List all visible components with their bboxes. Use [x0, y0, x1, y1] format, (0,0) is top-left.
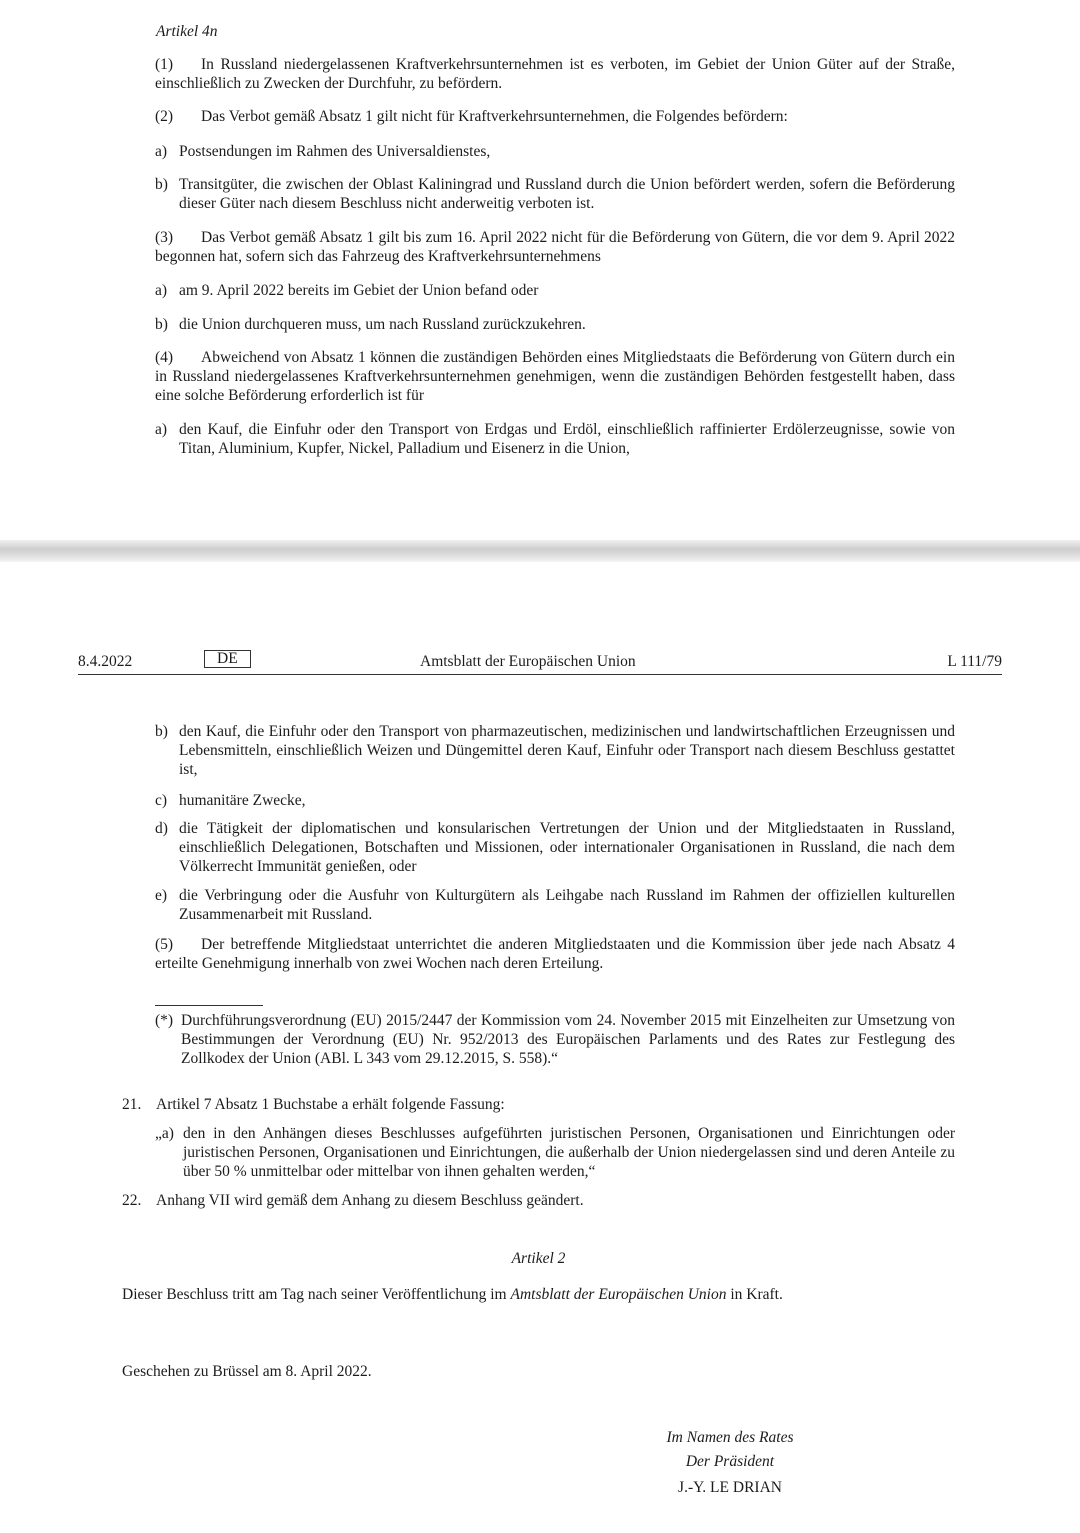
list-label: b)	[155, 723, 168, 740]
page-gap	[0, 540, 1080, 562]
list-text: den Kauf, die Einfuhr oder den Transport von Erdgas und Erdöl, einschließlich raffinierter Erdölerzeugnisse, sowie von Titan, Aluminium, Kupfer, Nickel, Palladium und Eisenerz in die Union,	[179, 421, 955, 457]
item-text: Artikel 7 Absatz 1 Buchstabe a erhält folgende Fassung:	[156, 1096, 505, 1113]
list-label: b)	[155, 176, 168, 193]
paragraph-number: (2)	[155, 108, 174, 125]
footnote-divider	[155, 1005, 263, 1006]
list-item	[155, 819, 955, 876]
header-date: 8.4.2022	[78, 653, 133, 670]
paragraph-text: In Russland niedergelassenen Kraftverkehrsunternehmen ist es verboten, im Gebiet der Union Güter auf der Straße, einschließlich zu Zwecken der Durchfuhr, zu befördern.	[155, 56, 955, 92]
list-text: Transitgüter, die zwischen der Oblast Kaliningrad und Russland durch die Union befördert werden, sofern die Beförderung dieser Güter nach diesem Beschluss nicht anderweitig verboten ist.	[179, 176, 955, 212]
list-text: die Tätigkeit der diplomatischen und konsularischen Vertretungen der Union und der Mitgliedstaaten in Russland, einschließlich Delegationen, Botschaften und Missionen, oder internationaler Organisationen in Russland, die nach dem Völkerrecht Immunität genießen, oder	[179, 820, 955, 875]
paragraph-2	[155, 107, 955, 126]
list-label: a)	[155, 143, 168, 160]
footnote	[155, 1011, 955, 1068]
list-label: c)	[155, 792, 168, 809]
paragraph-number: (4)	[155, 349, 174, 366]
list-item	[155, 175, 955, 213]
list-text: Postsendungen im Rahmen des Universaldienstes,	[179, 143, 491, 160]
list-item	[155, 142, 955, 161]
list-label: „a)	[155, 1125, 174, 1142]
list-text: humanitäre Zwecke,	[179, 792, 306, 809]
article-2-text-end: in Kraft.	[726, 1286, 783, 1303]
signature-council: Im Namen des Rates	[666, 1429, 794, 1446]
article-2-text	[122, 1285, 955, 1304]
list-text: den Kauf, die Einfuhr oder den Transport von pharmazeutischen, medizinischen und landwirtschaftlichen Erzeugnissen und Lebensmitteln, einschließlich Weizen und Düngemittel deren Kauf, Einfuhr oder Transport nach diesem Beschluss gestattet ist,	[179, 723, 955, 778]
list-item	[155, 315, 955, 334]
amendment-item-22	[122, 1191, 955, 1210]
list-item	[155, 281, 955, 300]
paragraph-number: (5)	[155, 936, 174, 953]
list-text: die Verbringung oder die Ausfuhr von Kulturgütern als Leihgabe nach Russland im Rahmen der offiziellen kulturellen Zusammenarbeit mit Russland.	[179, 887, 955, 923]
signatory-name: J.-Y. LE DRIAN	[678, 1479, 782, 1496]
journal-name-italic: Amtsblatt der Europäischen Union	[510, 1286, 727, 1303]
journal-header	[78, 652, 1002, 675]
item-number: 22.	[122, 1192, 142, 1209]
list-label: a)	[155, 421, 168, 438]
paragraph-4	[155, 348, 955, 405]
list-text: die Union durchqueren muss, um nach Russland zurückzukehren.	[179, 316, 586, 333]
list-label: e)	[155, 887, 168, 904]
quoted-list-item	[155, 1124, 955, 1181]
item-number: 21.	[122, 1096, 142, 1113]
article-heading: Artikel 4n	[156, 23, 218, 40]
document-page-top	[0, 0, 1080, 540]
item-text: Anhang VII wird gemäß dem Anhang zu diesem Beschluss geändert.	[156, 1192, 584, 1209]
journal-title: Amtsblatt der Europäischen Union	[420, 653, 636, 670]
paragraph-number: (3)	[155, 229, 174, 246]
paragraph-5	[155, 935, 955, 973]
footnote-mark: (*)	[155, 1012, 174, 1029]
list-item	[155, 791, 955, 810]
list-text: den in den Anhängen dieses Beschlusses aufgeführten juristischen Personen, Organisationen und Einrichtungen oder juristischen Personen, Organisationen und Einrichtungen, die außerhalb der Union niedergelassen sind und deren Anteile zu über 50 % unmittelbar oder mittelbar von ihnen gehalten werden,“	[183, 1125, 955, 1180]
page-reference: L 111/79	[947, 653, 1002, 670]
paragraph-text: Das Verbot gemäß Absatz 1 gilt nicht für Kraftverkehrsunternehmen, die Folgendes befördern:	[201, 108, 788, 125]
paragraph-text: Der betreffende Mitgliedstaat unterrichtet die anderen Mitgliedstaaten und die Kommission über jede nach Absatz 4 erteilte Genehmigung innerhalb von zwei Wochen nach deren Erteilung.	[155, 936, 955, 972]
paragraph-number: (1)	[155, 56, 174, 73]
list-label: d)	[155, 820, 168, 837]
amendment-item-21	[122, 1095, 955, 1114]
list-item	[155, 420, 955, 458]
list-label: b)	[155, 316, 168, 333]
language-badge: DE	[204, 650, 251, 668]
paragraph-1	[155, 55, 955, 93]
list-item	[155, 722, 955, 779]
signature-title: Der Präsident	[685, 1453, 775, 1470]
paragraph-text: Das Verbot gemäß Absatz 1 gilt bis zum 16. April 2022 nicht für die Beförderung von Gütern, die vor dem 9. April 2022 begonnen hat, sofern sich das Fahrzeug des Kraftverkehrsunternehmens	[155, 229, 955, 265]
list-item	[155, 886, 955, 924]
place-and-date: Geschehen zu Brüssel am 8. April 2022.	[122, 1363, 372, 1380]
footnote-text: Durchführungsverordnung (EU) 2015/2447 der Kommission vom 24. November 2015 mit Einzelheiten zur Umsetzung von Bestimmungen der Verordnung (EU) Nr. 952/2013 des Europäischen Parlaments und des Rates zur Festlegung des Zollkodex der Union (ABl. L 343 vom 29.12.2015, S. 558).“	[181, 1012, 955, 1067]
paragraph-3	[155, 228, 955, 266]
article-2-text-start: Dieser Beschluss tritt am Tag nach seiner Veröffentlichung im	[122, 1286, 511, 1303]
paragraph-text: Abweichend von Absatz 1 können die zuständigen Behörden eines Mitgliedstaats die Beförderung von Gütern durch ein in Russland niedergelassenes Kraftverkehrsunternehmen genehmigen, wenn die zuständigen Behörden festgestellt haben, dass eine solche Beförderung erforderlich ist für	[155, 349, 955, 404]
list-text: am 9. April 2022 bereits im Gebiet der Union befand oder	[179, 282, 539, 299]
article-2-heading: Artikel 2	[511, 1250, 566, 1267]
list-label: a)	[155, 282, 168, 299]
